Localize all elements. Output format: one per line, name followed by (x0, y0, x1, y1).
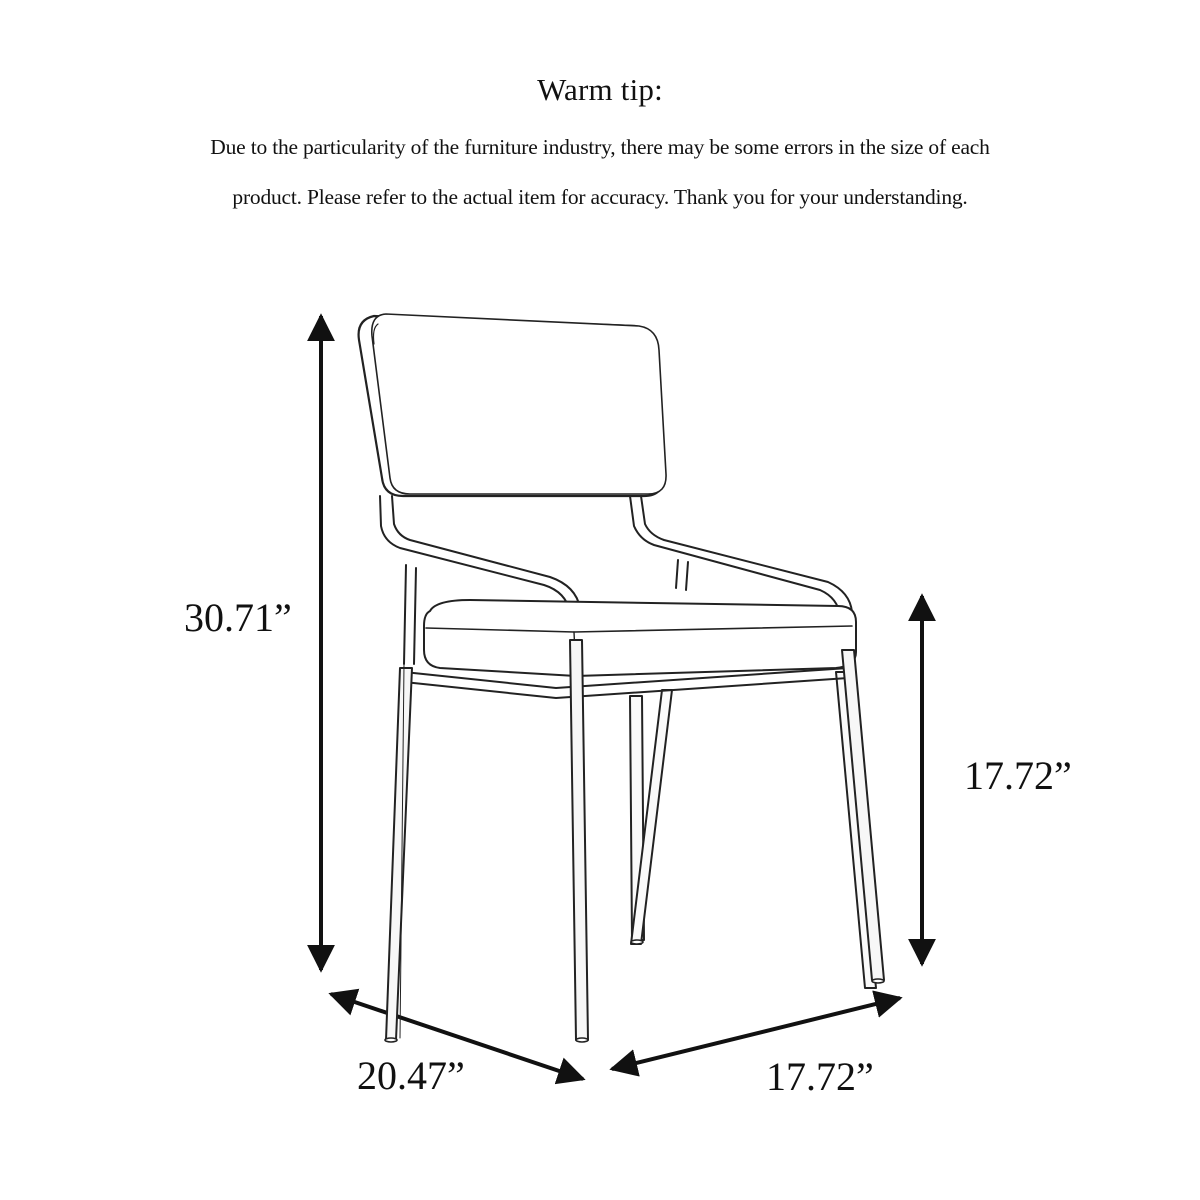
chair-illustration (359, 314, 884, 1042)
backrest (359, 314, 666, 496)
back-legs (630, 672, 876, 988)
warm-tip-title: Warm tip: (537, 72, 663, 107)
warm-tip-note-line-2: product. Please refer to the actual item for accuracy. Thank you for your understanding. (232, 185, 968, 209)
seat-cushion (424, 600, 856, 676)
seat-height-label: 17.72” (964, 753, 1072, 798)
total-height-label: 30.71” (184, 595, 292, 640)
leg-caps (385, 940, 884, 1042)
depth-label: 20.47” (357, 1053, 465, 1098)
warm-tip-note-line-1: Due to the particularity of the furniture industry, there may be some errors in the size of each (210, 135, 990, 159)
width-label: 17.72” (766, 1054, 874, 1099)
